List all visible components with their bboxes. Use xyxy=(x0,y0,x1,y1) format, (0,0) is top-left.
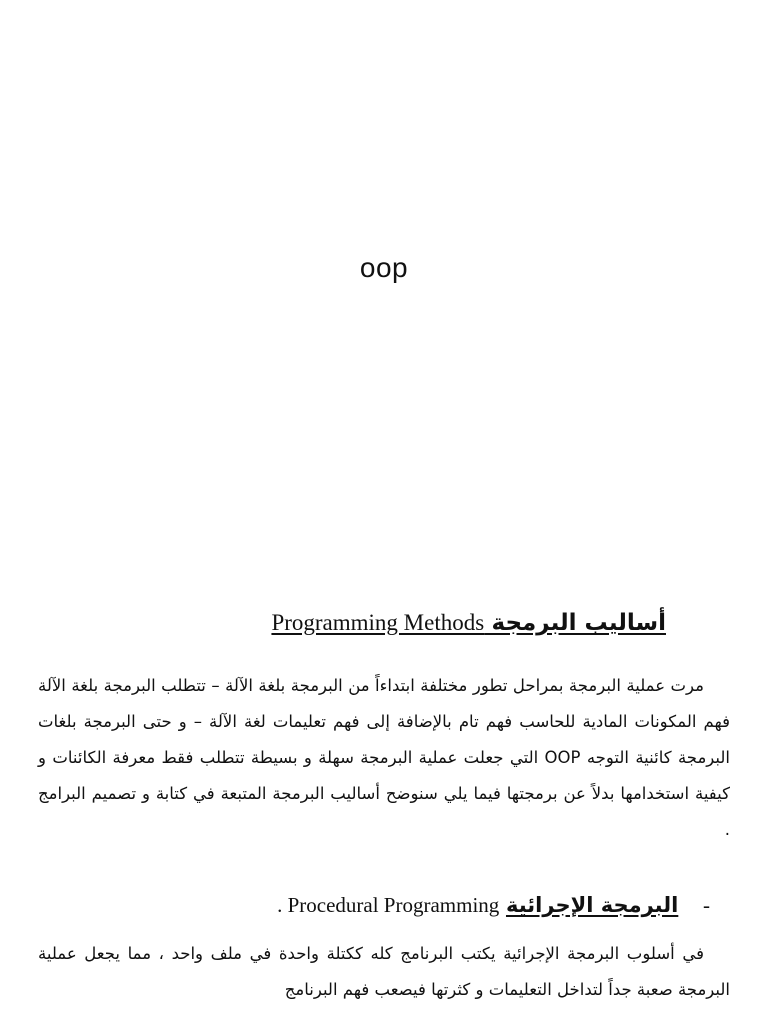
section-heading-arabic: أساليب البرمجة xyxy=(491,610,666,636)
bullet-dash: - xyxy=(703,893,710,917)
subsection-heading xyxy=(277,893,710,918)
subsection-heading-english: Procedural Programming . xyxy=(277,893,500,917)
section-heading-english: Programming Methods xyxy=(271,610,485,635)
section-heading xyxy=(271,610,666,636)
intro-paragraph xyxy=(38,668,730,848)
intro-paragraph-text: مرت عملية البرمجة بمراحل تطور مختلفة ابتداءاً من البرمجة بلغة الآلة – تتطلب البرمجة بلغة الآلة فهم المكونات المادية للحاسب فهم تام بالإضافة إلى فهم تعليمات لغة الآلة – و حتى البرمجة بلغات البرمجة كائنية التوجه OOP التي جعلت عملية البرمجة سهلة و بسيطة تتطلب فقط معرفة الكائنات و كيفية استخدامها بدلاً عن برمجتها فيما يلي سنوضح أساليب البرمجة المتبعة في كتابة و تصميم البرامج . xyxy=(38,676,730,839)
subsection-heading-arabic: البرمجة الإجرائية xyxy=(505,893,679,917)
procedural-paragraph-text: في أسلوب البرمجة الإجرائية يكتب البرنامج كله ككتلة واحدة في ملف واحد ، مما يجعل عملية البرمجة صعبة جداً لتداخل التعليمات و كثرتها فيصعب فهم البرنامج xyxy=(38,944,730,999)
page-title: oop xyxy=(359,252,409,283)
procedural-paragraph xyxy=(38,936,730,1008)
